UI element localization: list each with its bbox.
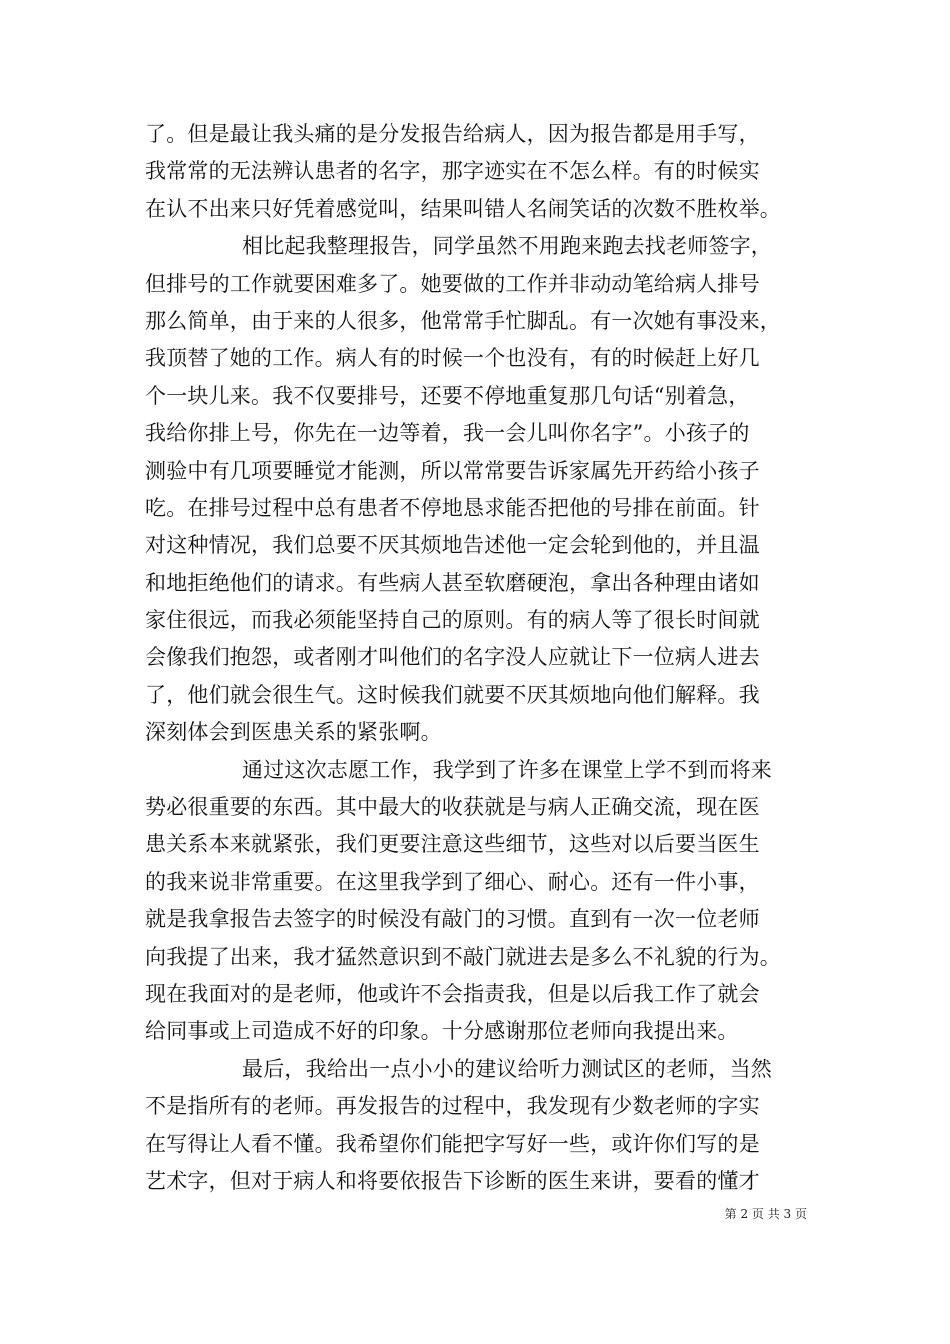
text-line: 我给你排上号，你先在一边等着，我一会儿叫你名字”。小孩子的 <box>145 421 750 446</box>
body-text <box>145 116 825 1200</box>
text-line: 的我来说非常重要。在这里我学到了细心、耐心。还有一件小事， <box>145 869 760 894</box>
text-line: 相比起我整理报告，同学虽然不用跑来跑去找老师签字， <box>242 234 772 259</box>
text-line: 个一块儿来。我不仅要排号，还要不停地重复那几句话“别着急， <box>145 383 750 408</box>
text-line: 会像我们抱怨，或者刚才叫他们的名字没人应就让下一位病人进去 <box>145 645 760 670</box>
text-line: 吃。在排号过程中总有患者不停地恳求能否把他的号排在前面。针 <box>145 495 760 520</box>
text-line: 在写得让人看不懂。我希望你们能把字写好一些，或许你们写的是 <box>145 1131 760 1156</box>
text-line: 对这种情况，我们总要不厌其烦地告述他一定会轮到他的，并且温 <box>145 533 760 558</box>
text-line: 家住很远，而我必须能坚持自己的原则。有的病人等了很长时间就 <box>145 608 760 633</box>
text-line: 了。但是最让我头痛的是分发报告给病人，因为报告都是用手写， <box>145 122 760 146</box>
text-line: 我常常的无法辨认患者的名字，那字迹实在不怎么样。有的时候实 <box>145 159 760 184</box>
page-footer: 第 2 页 共 3 页 <box>724 1207 807 1221</box>
text-line: 最后，我给出一点小小的建议给听力测试区的老师，当然 <box>242 1056 772 1081</box>
text-line: 给同事或上司造成不好的印象。十分感谢那位老师向我提出来。 <box>145 1019 739 1044</box>
text-line: 测验中有几项要睡觉才能测，所以常常要告诉家属先开药给小孩子 <box>145 458 760 483</box>
text-line: 和地拒绝他们的请求。有些病人甚至软磨硬泡，拿出各种理由诸如 <box>145 570 760 595</box>
text-line: 通过这次志愿工作，我学到了许多在课堂上学不到而将来 <box>242 757 772 782</box>
text-line: 不是指所有的老师。再发报告的过程中，我发现有少数老师的字实 <box>145 1094 760 1119</box>
text-line: 就是我拿报告去签字的时候没有敲门的习惯。直到有一次一位老师 <box>145 907 760 932</box>
text-line: 深刻体会到医患关系的紧张啊。 <box>145 720 442 745</box>
text-line: 艺术字，但对于病人和将要依报告下诊断的医生来讲，要看的懂才 <box>145 1168 760 1193</box>
text-line: 了，他们就会很生气。这时候我们就要不厌其烦地向他们解释。我 <box>145 682 760 707</box>
text-line: 我顶替了她的工作。病人有的时候一个也没有，有的时候赶上好几 <box>145 346 760 371</box>
text-line: 那么简单，由于来的人很多，他常常手忙脚乱。有一次她有事没来， <box>145 308 781 333</box>
text-line: 患关系本来就紧张，我们更要注意这些细节，这些对以后要当医生 <box>145 832 760 857</box>
text-line: 在认不出来只好凭着感觉叫，结果叫错人名闹笑话的次数不胜枚举。 <box>145 196 781 221</box>
text-line: 势必很重要的东西。其中最大的收获就是与病人正确交流，现在医 <box>145 795 760 820</box>
text-line: 向我提了出来，我才猛然意识到不敲门就进去是多么不礼貌的行为。 <box>145 944 781 969</box>
text-line: 现在我面对的是老师，他或许不会指责我，但是以后我工作了就会 <box>145 981 760 1006</box>
text-line: 但排号的工作就要困难多了。她要做的工作并非动动笔给病人排号 <box>145 271 760 296</box>
